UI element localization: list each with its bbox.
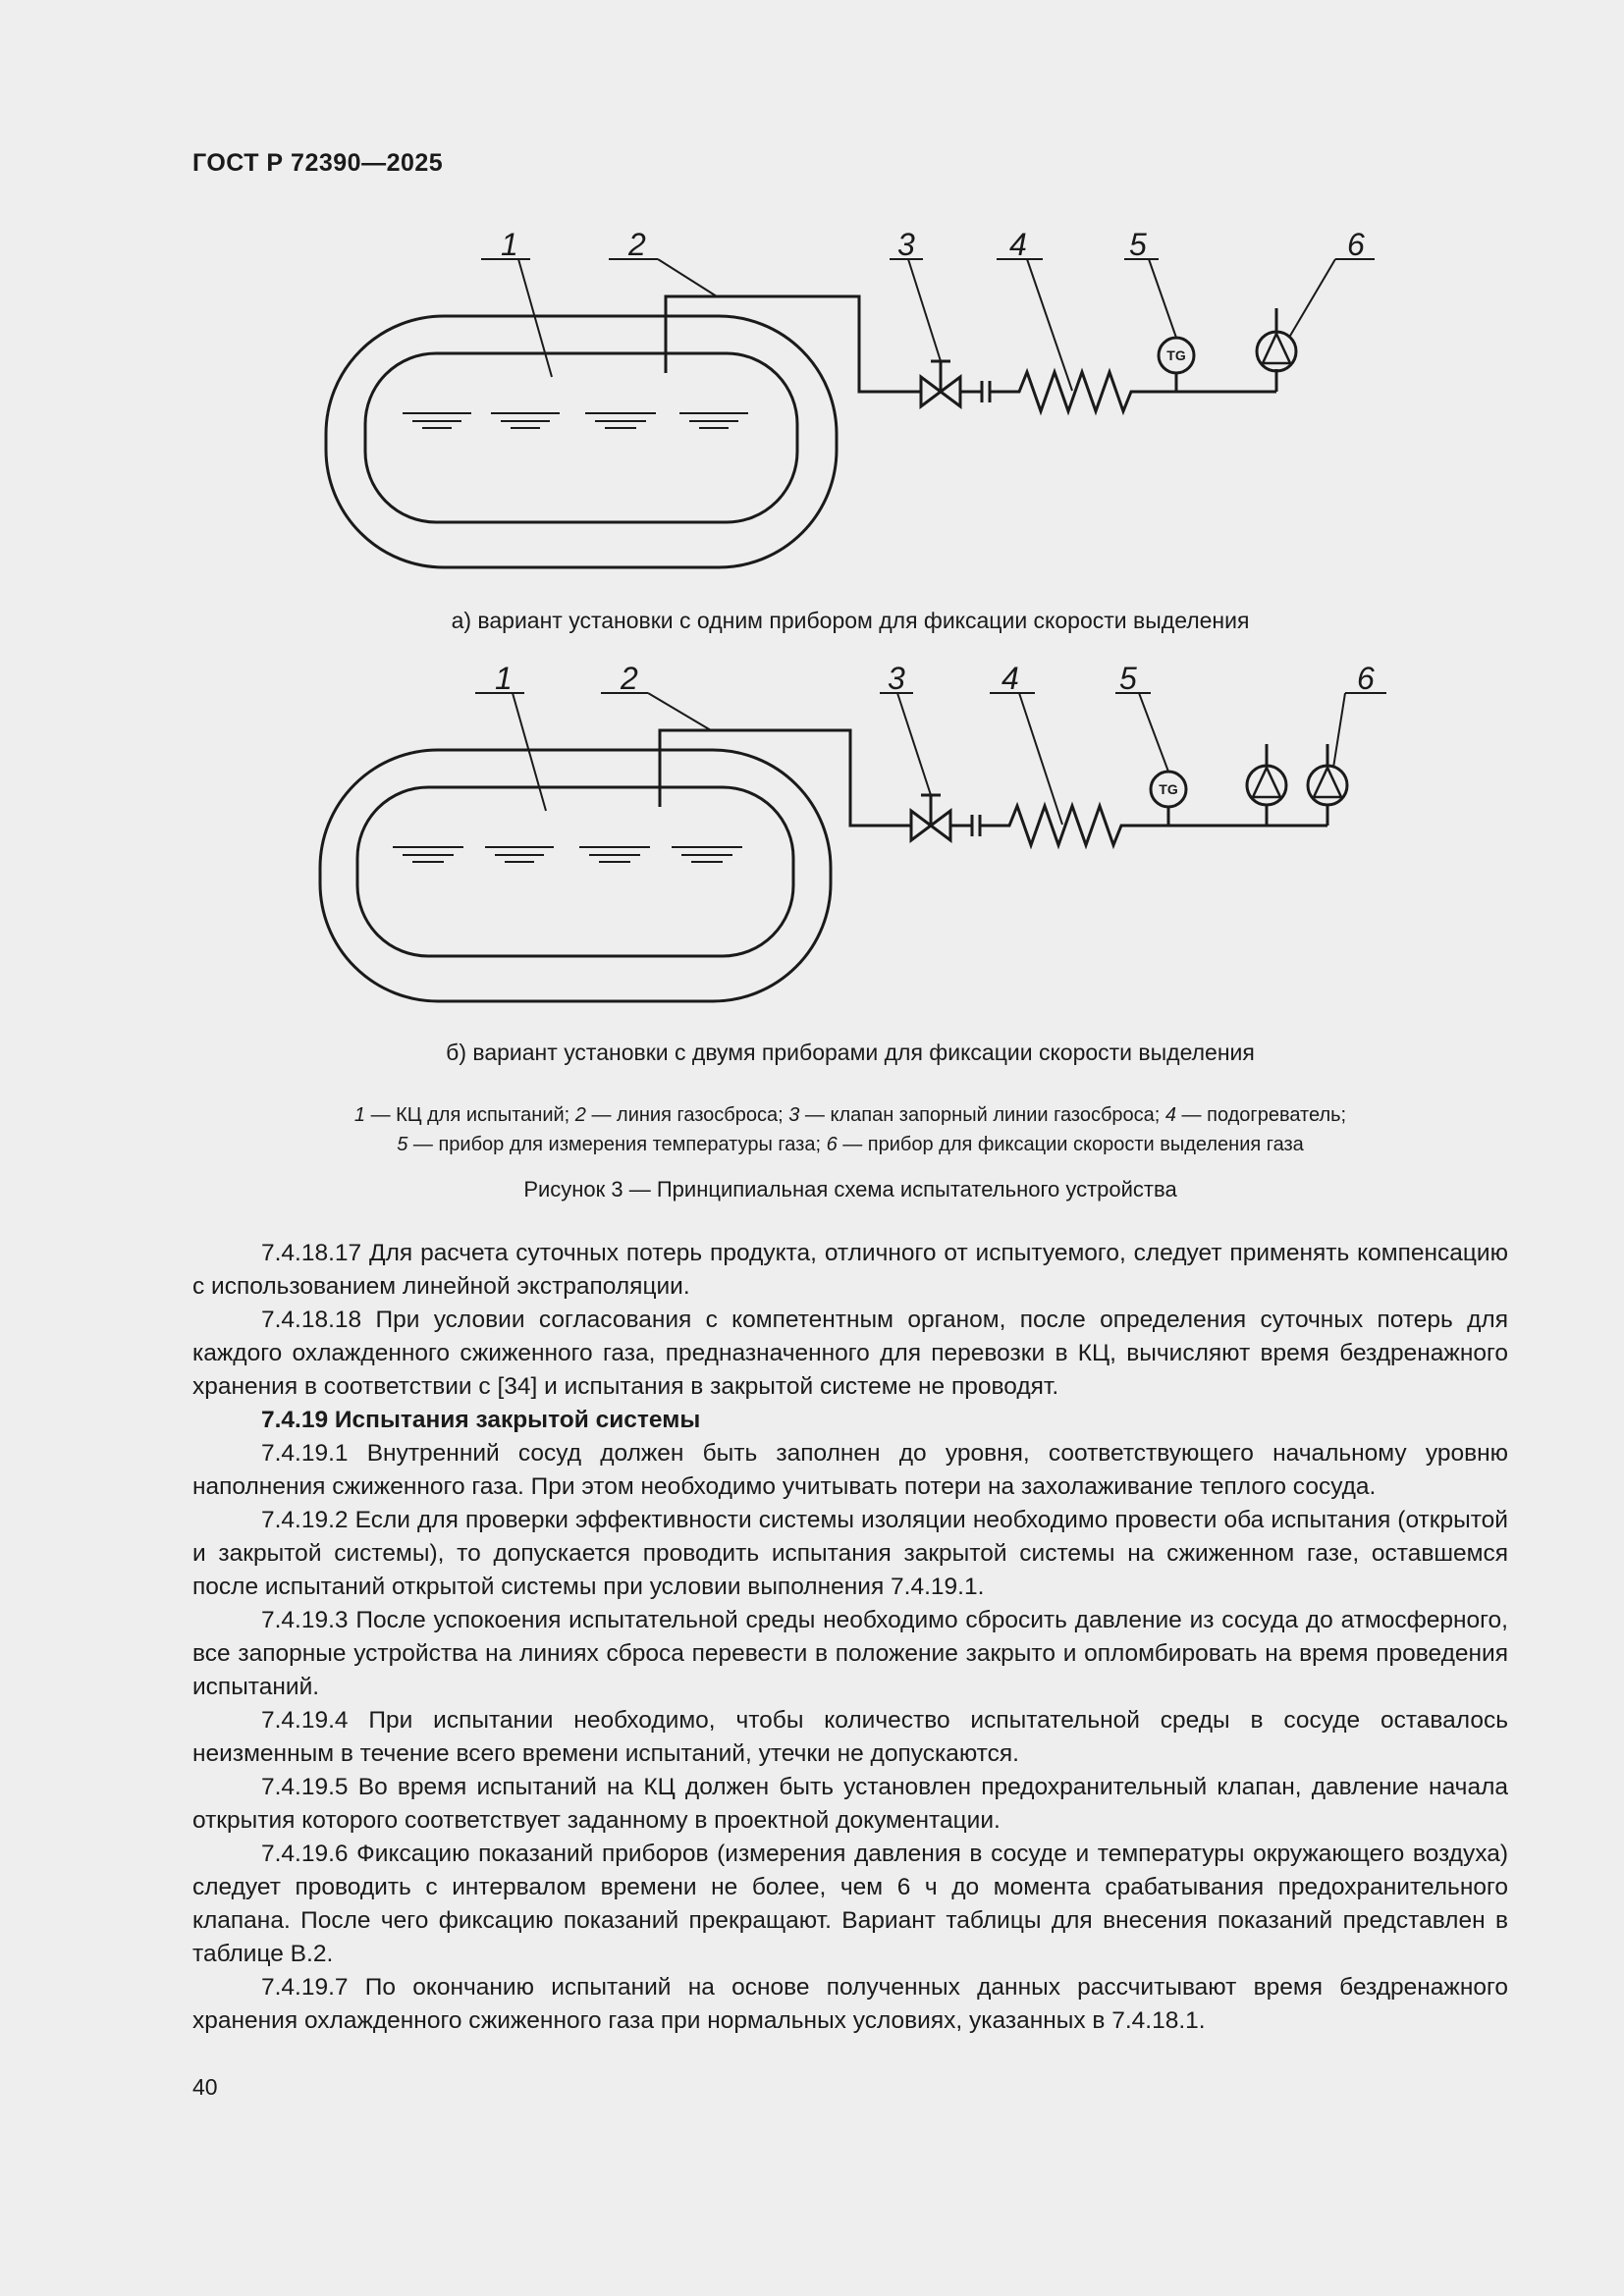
label-4: 4 — [1009, 227, 1027, 262]
caption-variant-a: а) вариант установки с одним прибором для фиксации скорости выделения — [451, 608, 1250, 633]
label-2: 2 — [621, 661, 638, 696]
flow-meter-icon — [1308, 766, 1347, 805]
paragraph: 7.4.19.1 Внутренний сосуд должен быть заполнен до уровня, соответствующего начальному уровню наполнения сжиженного газа. При этом необходимо учитывать потери на захолаживание теплого сосуда. — [192, 1440, 1508, 1500]
label-5: 5 — [1119, 661, 1137, 696]
sensor-label: TG — [1159, 781, 1178, 797]
paragraph: 7.4.19.3 После успокоения испытательной среды необходимо сбросить давление из сосуда до атмосферного, все запорные устройства на линиях сброса перевести в положение закрыто и опломбировать на время проведения испытаний. — [192, 1607, 1508, 1700]
label-5: 5 — [1129, 227, 1147, 262]
legend-num: 6 — [826, 1134, 838, 1155]
legend-line-1 — [192, 1100, 1508, 1130]
paragraph: 7.4.19.4 При испытании необходимо, чтобы количество испытательной среды в сосуде оставалось неизменным в течение всего времени испытаний, утечки не допускаются. — [192, 1707, 1508, 1767]
document-header: ГОСТ Р 72390—2025 — [192, 149, 444, 177]
liquid-level-marks — [393, 847, 742, 862]
paragraph: 7.4.18.18 При условии согласования с компетентным органом, после определения суточных потерь для каждого охлажденного сжиженного газа, предназначенного для перевозки в КЦ, вычисляют время бездренажного хранения в соответствии с [34] и испытания в закрытой системе не проводят. — [192, 1307, 1508, 1400]
flow-meter-icon — [1247, 766, 1286, 805]
section-heading: 7.4.19 Испытания закрытой системы — [261, 1407, 701, 1433]
body-text — [192, 1237, 1508, 2038]
legend-text: — линия газосброса; — [585, 1104, 789, 1126]
legend-text: — КЦ для испытаний; — [365, 1104, 575, 1126]
flow-meter-icon — [1257, 332, 1296, 371]
label-4: 4 — [1001, 661, 1019, 696]
heater-coil — [980, 806, 1168, 845]
figure-title: Рисунок 3 — Принципиальная схема испытательного устройства — [523, 1177, 1177, 1201]
caption-variant-b: б) вариант установки с двумя приборами для фиксации скорости выделения — [446, 1040, 1255, 1065]
paragraph: 7.4.19.6 Фиксацию показаний приборов (измерения давления в сосуде и температуры окружающего воздуха) следует проводить с интервалом времени не более, чем 6 ч до момента срабатывания предохранительного клапана. После чего фиксацию показаний прекращают. Вариант таблицы для внесения показаний представлен в таблице В.2. — [192, 1841, 1508, 1967]
liquid-level-marks — [403, 413, 748, 428]
paragraph: 7.4.19.5 Во время испытаний на КЦ должен быть установлен предохранительный клапан, давление начала открытия которого соответствует заданному в проектной документации. — [192, 1774, 1508, 1834]
legend-num: 2 — [574, 1104, 586, 1126]
legend-num: 5 — [397, 1134, 408, 1155]
legend-text: — подогреватель; — [1176, 1104, 1347, 1126]
label-2: 2 — [628, 227, 646, 262]
label-6: 6 — [1347, 227, 1365, 262]
paragraph: 7.4.18.17 Для расчета суточных потерь продукта, отличного от испытуемого, следует применять компенсацию с использованием линейной экстраполяции. — [192, 1240, 1508, 1300]
paragraph: 7.4.19.2 Если для проверки эффективности системы изоляции необходимо провести оба испытания (открытой и закрытой системы), то допускается проводить испытания закрытой системы на сжиженном газе, оставшемся после испытаний открытой системы при условии выполнения 7.4.19.1. — [192, 1507, 1508, 1600]
label-3: 3 — [897, 227, 915, 262]
label-1: 1 — [501, 227, 518, 262]
page-number: 40 — [192, 2074, 218, 2100]
paragraph: 7.4.19.7 По окончанию испытаний на основе полученных данных рассчитывают время бездренажного хранения охлажденного сжиженного газа при нормальных условиях, указанных в 7.4.18.1. — [192, 1974, 1508, 2034]
legend-line-2 — [192, 1130, 1508, 1159]
tank-inner-vessel — [357, 787, 793, 956]
figure-legend — [192, 1100, 1508, 1159]
legend-text: — прибор для фиксации скорости выделения газа — [837, 1134, 1304, 1155]
diagram-variant-b — [295, 658, 1394, 1021]
label-1: 1 — [495, 661, 513, 696]
shutoff-valve — [911, 795, 950, 840]
legend-text: — прибор для измерения температуры газа; — [407, 1134, 827, 1155]
sensor-label: TG — [1166, 347, 1186, 363]
legend-num: 4 — [1164, 1104, 1176, 1126]
label-6: 6 — [1357, 661, 1375, 696]
legend-num: 3 — [788, 1104, 800, 1126]
gas-discharge-line — [660, 730, 911, 826]
shutoff-valve — [921, 361, 960, 406]
diagram-variant-a — [295, 224, 1394, 587]
tank-inner-vessel — [365, 353, 797, 522]
legend-num: 1 — [353, 1104, 366, 1126]
legend-text: — клапан запорный линии газосброса; — [799, 1104, 1165, 1126]
label-3: 3 — [888, 661, 905, 696]
heater-coil — [990, 372, 1176, 411]
